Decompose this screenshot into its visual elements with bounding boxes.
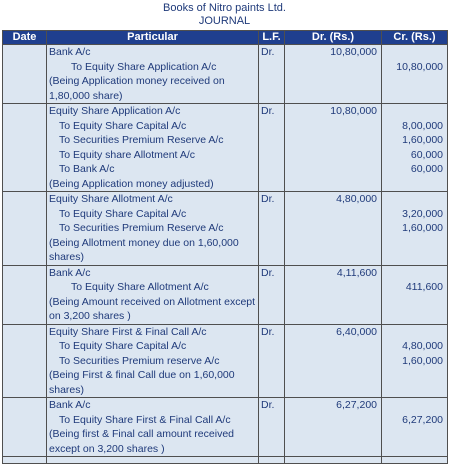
cr-amount: 411,600 [405, 281, 443, 293]
lf-cell [285, 192, 382, 266]
narration: (Being first & Final call amount received except on 3,200 shares ) [49, 428, 234, 455]
particular-cell [47, 457, 259, 464]
cr-amount: 60,000 [410, 148, 443, 161]
cr-cell [382, 457, 448, 464]
particular-cell [47, 265, 259, 324]
date-cell [3, 324, 47, 398]
dr-label-cell [259, 457, 285, 464]
date-cell [3, 192, 47, 266]
dr-label-cell [259, 192, 285, 266]
debit-account: Equity Share Allotment A/c [49, 193, 173, 205]
credit-account: To Equity Share Capital A/c [59, 207, 187, 220]
dr-label-cell [259, 324, 285, 398]
lf-cell [285, 265, 382, 324]
cr-amount: 6,27,200 [402, 413, 443, 426]
particular-cell [47, 324, 259, 398]
date-cell [3, 104, 47, 192]
dr-label-cell [259, 398, 285, 457]
dr-amount: 4,11,600 [336, 266, 377, 279]
col-header-lf: L.F. [259, 31, 285, 45]
debit-account: Bank A/c [49, 266, 91, 279]
particular-cell [47, 104, 259, 192]
credit-account: To Equity Share First & Final Call A/c [59, 413, 231, 426]
cr-amount: 4,80,000 [402, 340, 443, 352]
narration: (Being Amount received on Allotment except on 3,200 shares ) [49, 295, 256, 322]
credit-account: To Equity Share Application A/c [71, 60, 217, 73]
cr-amount: 10,80,000 [396, 60, 443, 73]
debit-account: Equity Share First & Final Call A/c [49, 325, 207, 338]
particular-cell [47, 398, 259, 457]
debit-account: Bank A/c [49, 399, 91, 411]
lf-cell [285, 45, 382, 104]
credit-account: To Securities Premium Reserve A/c [59, 222, 224, 234]
credit-account: To Equity share Allotment A/c [59, 148, 195, 161]
lf-cell [285, 324, 382, 398]
narration: (Being Allotment money due on 1,60,000 shares) [49, 236, 239, 263]
col-header-cr: Cr. (Rs.) [382, 31, 448, 45]
cr-cell [382, 265, 448, 324]
lf-cell [285, 104, 382, 192]
date-cell [3, 265, 47, 324]
cr-amount: 8,00,000 [402, 119, 443, 132]
particular-cell [47, 192, 259, 266]
journal-entry [3, 265, 448, 324]
cr-amount: 1,60,000 [402, 354, 443, 367]
credit-account: To Securities Premium reserve A/c [59, 354, 220, 367]
dr-label: Dr. [261, 193, 275, 205]
credit-account: To Equity Share Capital A/c [59, 119, 187, 132]
cr-cell [382, 192, 448, 266]
journal-titles [0, 0, 449, 30]
cr-cell [382, 45, 448, 104]
dr-label-cell [259, 104, 285, 192]
journal-entry [3, 324, 448, 398]
dr-label-cell [259, 265, 285, 324]
cr-amount: 1,60,000 [402, 222, 443, 234]
date-cell [3, 45, 47, 104]
journal-entry [3, 192, 448, 266]
dr-label: Dr. [261, 105, 275, 117]
dr-amount: 6,40,000 [336, 325, 377, 338]
date-cell [3, 457, 47, 464]
cr-cell [382, 398, 448, 457]
dr-label: Dr. [261, 399, 275, 411]
col-header-date: Date [3, 31, 47, 45]
dr-amount: 4,80,000 [336, 193, 377, 205]
dr-label: Dr. [261, 46, 275, 58]
debit-account: Equity Share Application A/c [49, 105, 181, 117]
cr-cell [382, 324, 448, 398]
dr-amount: 10,80,000 [330, 105, 377, 117]
narration: (Being First & final Call due on 1,60,000 shares) [49, 369, 235, 396]
empty-row [3, 457, 448, 464]
cr-cell [382, 104, 448, 192]
book-title: Books of Nitro paints Ltd. [163, 2, 286, 14]
narration: (Being Application money received on 1,80,000 share) [49, 75, 225, 102]
cr-amount: 60,000 [410, 163, 443, 175]
journal-entry [3, 104, 448, 192]
lf-cell [285, 398, 382, 457]
header-row [3, 31, 448, 45]
dr-label: Dr. [261, 266, 275, 279]
dr-label-cell [259, 45, 285, 104]
credit-account: To Equity Share Capital A/c [59, 340, 187, 352]
journal-entry [3, 398, 448, 457]
credit-account: To Securities Premium Reserve A/c [59, 134, 224, 146]
cr-amount: 3,20,000 [402, 207, 443, 220]
narration: (Being Application money adjusted) [49, 177, 214, 190]
credit-account: To Equity Share Allotment A/c [71, 281, 209, 293]
journal-heading: JOURNAL [198, 15, 251, 27]
journal-table [2, 30, 448, 464]
dr-amount: 6,27,200 [336, 399, 377, 411]
date-cell [3, 398, 47, 457]
col-header-dr: Dr. (Rs.) [285, 31, 382, 45]
journal-entry [3, 45, 448, 104]
col-header-particular: Particular [47, 31, 259, 45]
cr-amount: 1,60,000 [402, 134, 443, 146]
credit-account: To Bank A/c [59, 163, 115, 175]
particular-cell [47, 45, 259, 104]
dr-amount: 10,80,000 [330, 46, 377, 58]
dr-label: Dr. [261, 325, 275, 338]
debit-account: Bank A/c [49, 46, 91, 58]
lf-cell [285, 457, 382, 464]
